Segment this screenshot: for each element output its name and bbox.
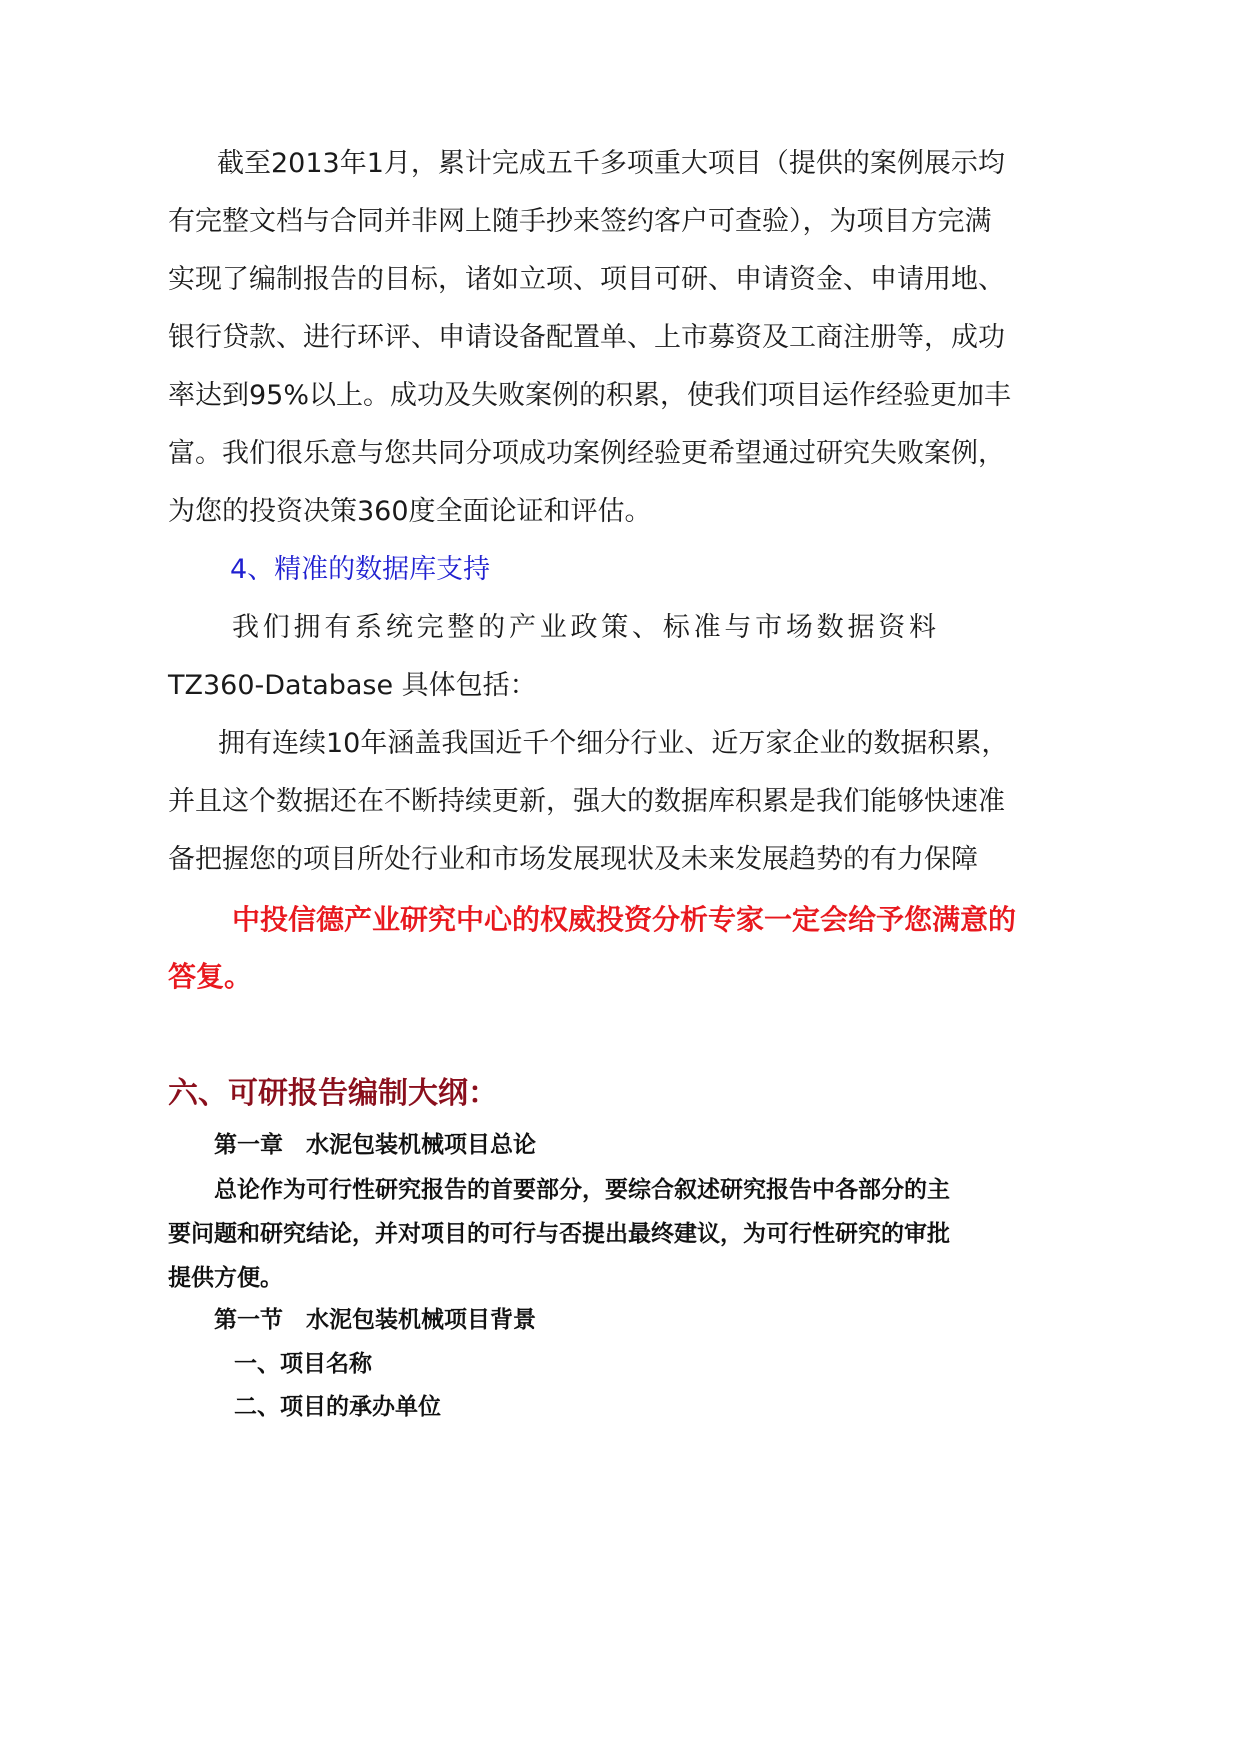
item4-heading: 4、精准的数据库支持: [230, 554, 491, 585]
para3-line-1: 拥有连续10年涵盖我国近千个细分行业、近万家企业的数据积累，: [218, 728, 1009, 759]
item-undertaking-unit: 二、项目的承办单位: [234, 1394, 441, 1420]
para1-line-4: 银行贷款、进行环评、申请设备配置单、上市募资及工商注册等，成功: [168, 322, 1005, 353]
para1-line-5: 率达到95%以上。成功及失败案例的积累，使我们项目运作经验更加丰: [168, 380, 1012, 411]
chapter1-desc-line-1: 总论作为可行性研究报告的首要部分，要综合叙述研究报告中各部分的主: [214, 1177, 950, 1203]
para1-line-2: 有完整文档与合同并非网上随手抄来签约客户可查验），为项目方完满: [168, 206, 992, 237]
highlight-line-1: 中投信德产业研究中心的权威投资分析专家一定会给予您满意的: [232, 903, 1017, 936]
para1-line-6: 富。我们很乐意与您共同分项成功案例经验更希望通过研究失败案例，: [168, 438, 1005, 469]
para1-line-1: 截至2013年1月，累计完成五千多项重大项目（提供的案例展示均: [217, 148, 1005, 179]
item-project-name: 一、项目名称: [234, 1351, 372, 1377]
chapter1-desc-line-2: 要问题和研究结论，并对项目的可行与否提出最终建议，为可行性研究的审批: [168, 1221, 950, 1247]
para3-line-2: 并且这个数据还在不断持续更新，强大的数据库积累是我们能够快速准: [168, 786, 1005, 817]
para3-line-3: 备把握您的项目所处行业和市场发展现状及未来发展趋势的有力保障: [168, 844, 978, 875]
section6-heading: 六、可研报告编制大纲：: [168, 1076, 498, 1111]
para1-line-7: 为您的投资决策360度全面论证和评估。: [168, 496, 652, 527]
chapter1-desc-line-3: 提供方便。: [168, 1265, 283, 1291]
para2-line-2: TZ360-Database 具体包括：: [168, 670, 537, 701]
highlight-line-2: 答复。: [168, 960, 253, 993]
para1-line-3: 实现了编制报告的目标，诸如立项、项目可研、申请资金、申请用地、: [168, 264, 1005, 295]
para2-line-1: 我们拥有系统完整的产业政策、标准与市场数据资料: [232, 612, 936, 643]
chapter1-title: 第一章 水泥包装机械项目总论: [214, 1132, 536, 1158]
section1-title: 第一节 水泥包装机械项目背景: [214, 1307, 536, 1333]
